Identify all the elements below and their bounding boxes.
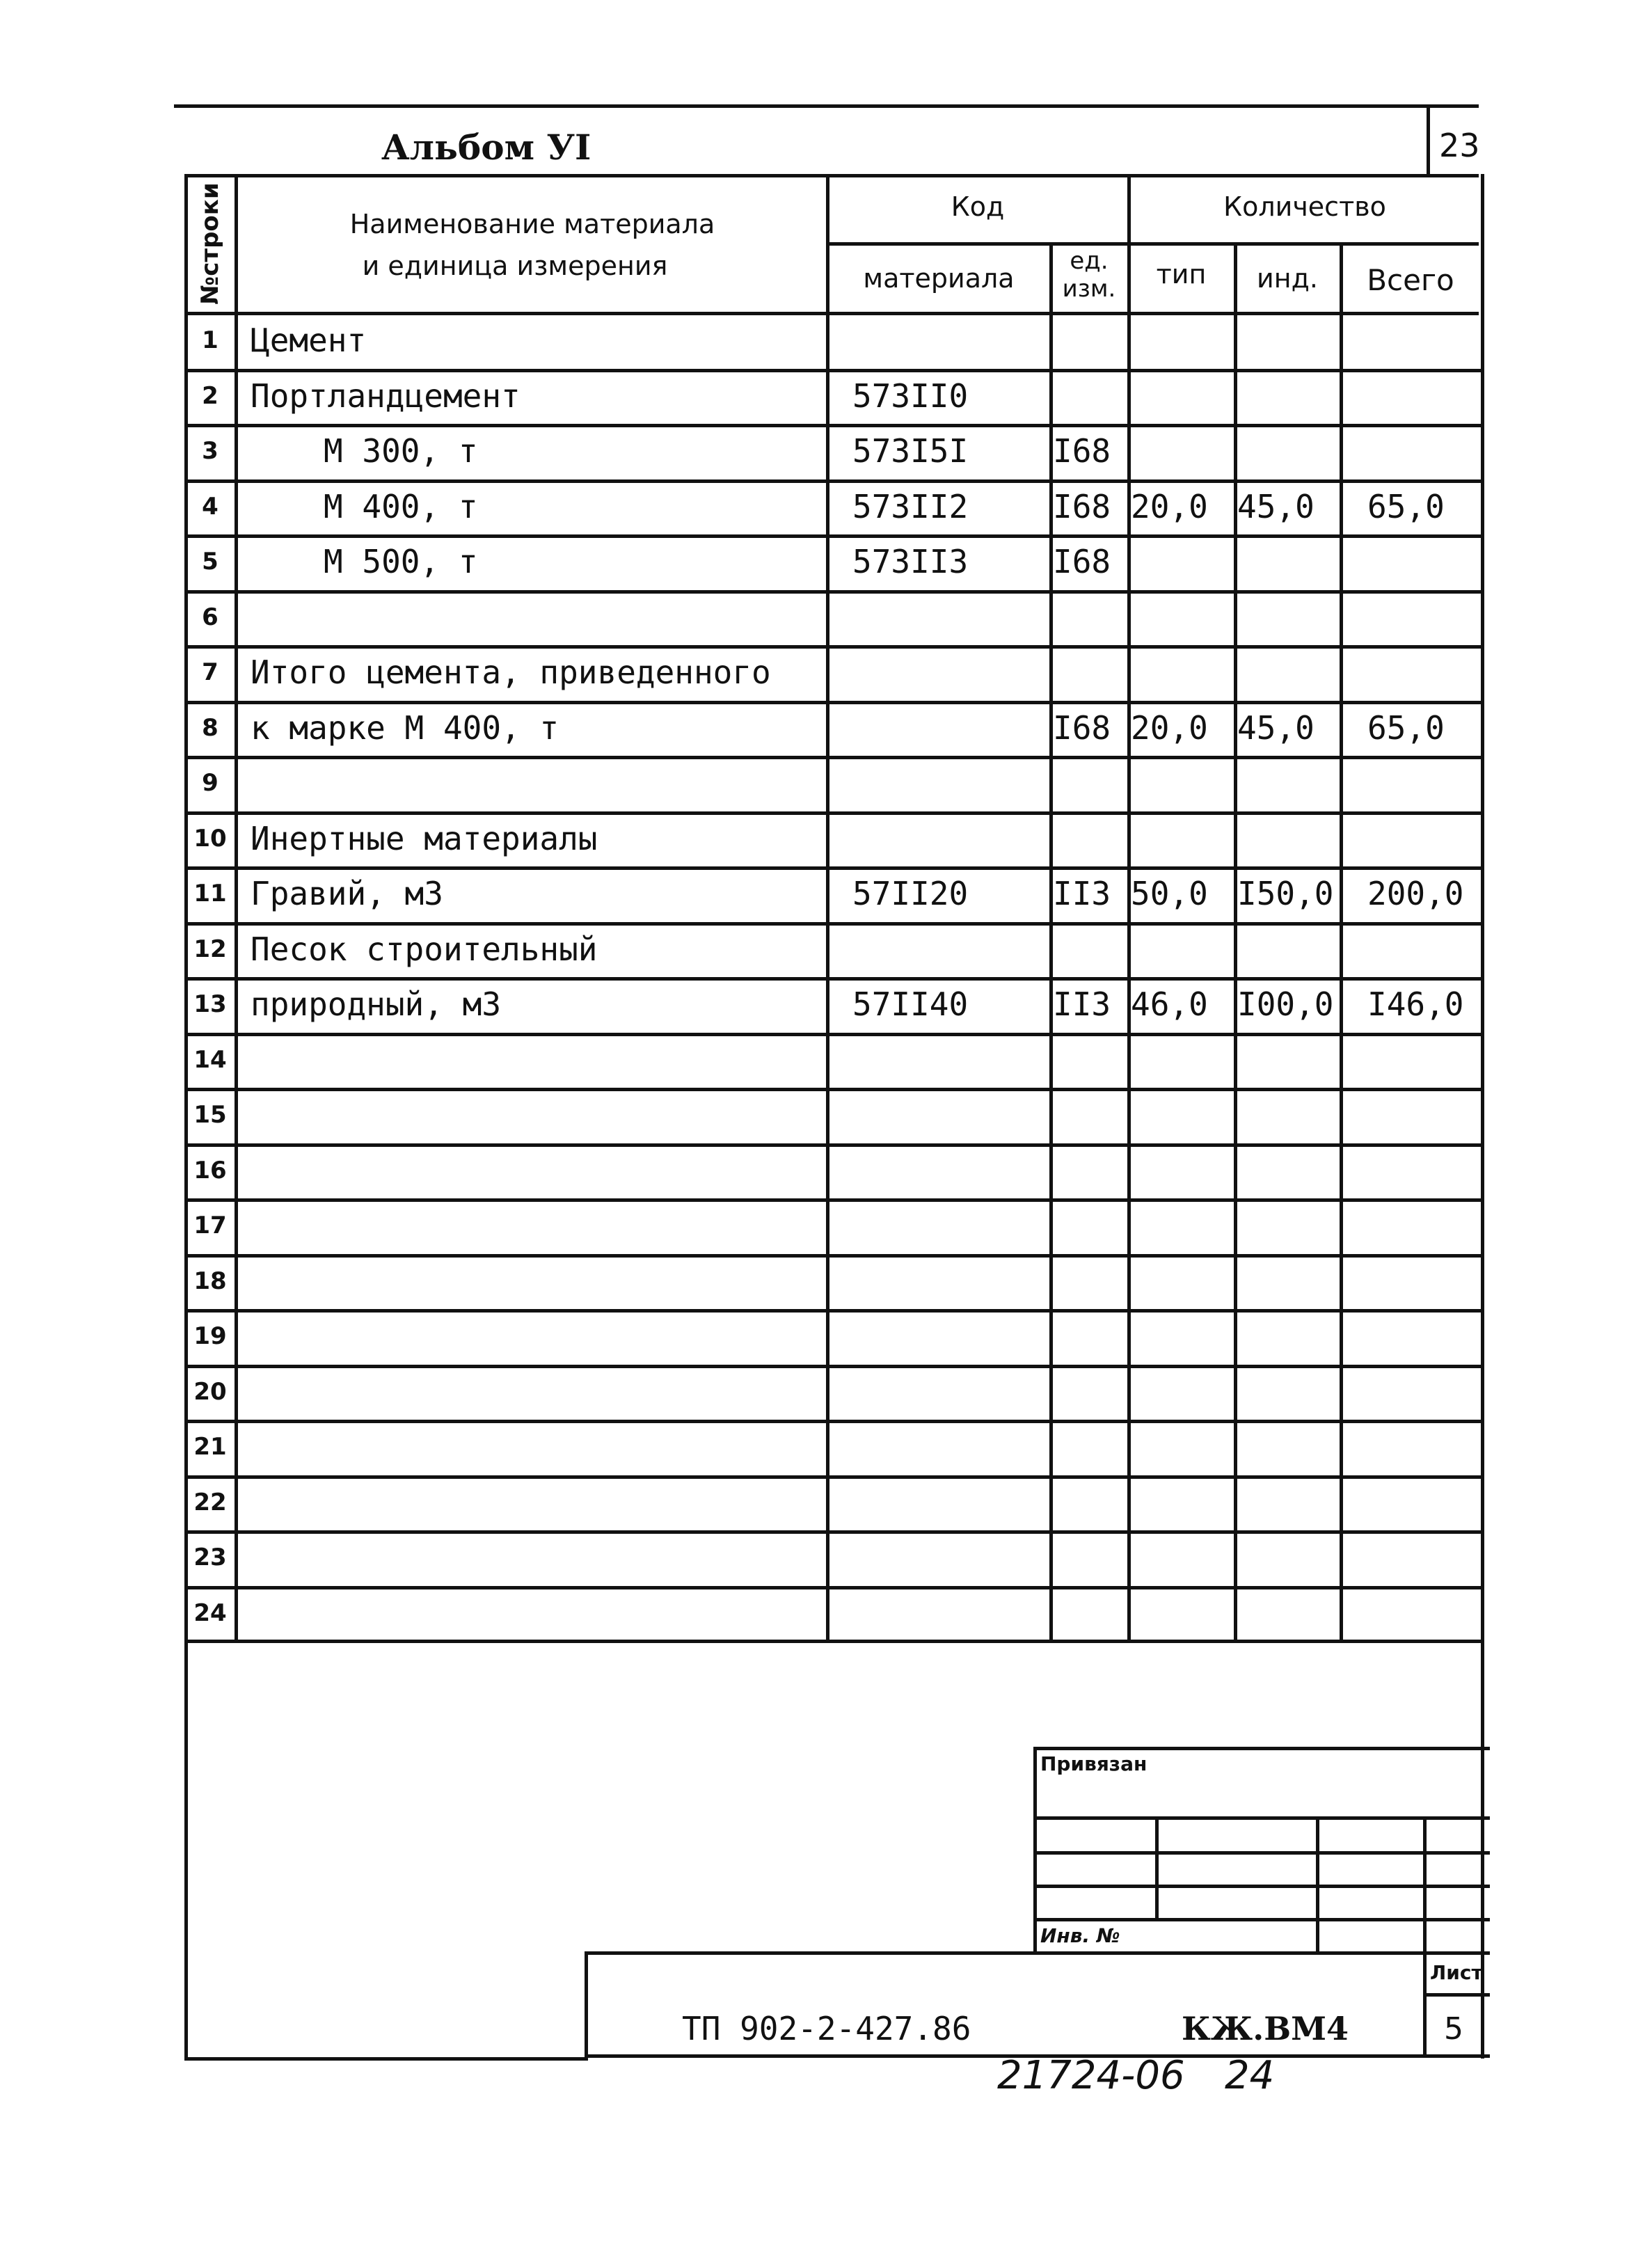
qty-total-header: Всего bbox=[1367, 263, 1454, 297]
material-code: 57II40 bbox=[852, 985, 969, 1023]
row-number: 13 bbox=[193, 990, 227, 1018]
material-name: Гравий, м3 bbox=[251, 875, 443, 912]
qty-ind: I50,0 bbox=[1237, 875, 1334, 912]
row-number: 3 bbox=[202, 437, 219, 465]
material-name: к марке М 400, т bbox=[251, 708, 559, 747]
sheet-number: 5 bbox=[1444, 2011, 1463, 2047]
qty-ind-header: инд. bbox=[1257, 263, 1318, 294]
row-number: 7 bbox=[202, 658, 219, 686]
inventory-number-label: Инв. № bbox=[1040, 1924, 1120, 1947]
album-title: Альбом УI bbox=[381, 127, 591, 168]
row-number: 4 bbox=[202, 492, 219, 521]
row-number: 5 bbox=[202, 548, 219, 576]
material-code: 57II20 bbox=[852, 875, 969, 912]
row-number: 24 bbox=[193, 1599, 227, 1627]
unit-code: I68 bbox=[1053, 487, 1111, 525]
row-number: 20 bbox=[193, 1377, 227, 1406]
row-number: 2 bbox=[202, 381, 219, 410]
material-name: Итого цемента, приведенного bbox=[251, 653, 771, 691]
sheet-label: Лист bbox=[1430, 1961, 1483, 1984]
material-name: М 400, т bbox=[324, 487, 478, 525]
row-number-header: №строки bbox=[196, 182, 224, 305]
material-code: 573II0 bbox=[852, 376, 969, 415]
footer-page: 24 bbox=[1225, 2053, 1275, 2098]
row-number: 18 bbox=[193, 1267, 227, 1295]
document-code: ТП 902-2-427.86 bbox=[682, 2010, 971, 2047]
qty-total: 65,0 bbox=[1367, 708, 1445, 747]
unit-code: I68 bbox=[1053, 708, 1111, 747]
unit-header-line1: ед. bbox=[1070, 247, 1109, 275]
material-name: Цемент bbox=[251, 322, 367, 359]
row-number: 11 bbox=[193, 880, 227, 907]
code-material-header: материала bbox=[863, 263, 1015, 294]
qty-ind: 45,0 bbox=[1237, 487, 1315, 525]
row-number: 17 bbox=[193, 1212, 227, 1239]
unit-code: I68 bbox=[1053, 432, 1111, 470]
row-number: 16 bbox=[193, 1156, 227, 1184]
qty-type: 46,0 bbox=[1131, 985, 1208, 1023]
row-number: 15 bbox=[193, 1101, 227, 1129]
material-code: 573I5I bbox=[852, 432, 969, 470]
material-name: Инертные материалы bbox=[251, 819, 598, 857]
code-header: Код bbox=[951, 191, 1005, 222]
material-code: 573II3 bbox=[852, 543, 969, 580]
qty-total: 65,0 bbox=[1367, 487, 1445, 525]
material-name: М 300, т bbox=[324, 432, 478, 470]
archive-number: 21724-06 bbox=[997, 2053, 1185, 2098]
row-number: 1 bbox=[202, 326, 219, 354]
row-number: 12 bbox=[193, 935, 227, 963]
drawing-code: КЖ.ВМ4 bbox=[1182, 2010, 1349, 2047]
unit-code: II3 bbox=[1053, 985, 1111, 1023]
row-number: 6 bbox=[202, 603, 219, 631]
page-number: 23 bbox=[1439, 127, 1480, 164]
quantity-header: Количество bbox=[1223, 191, 1386, 222]
qty-ind: I00,0 bbox=[1237, 985, 1334, 1023]
material-name: М 500, т bbox=[324, 543, 478, 580]
unit-code: II3 bbox=[1053, 875, 1111, 912]
row-number: 8 bbox=[202, 713, 219, 742]
row-number: 10 bbox=[193, 824, 227, 853]
material-name: Портландцемент bbox=[251, 376, 521, 415]
name-header-line2: и единица измерения bbox=[362, 251, 668, 281]
material-name: природный, м3 bbox=[251, 985, 502, 1023]
qty-type: 20,0 bbox=[1131, 708, 1208, 747]
row-number: 21 bbox=[193, 1433, 227, 1461]
qty-total: I46,0 bbox=[1367, 985, 1464, 1023]
qty-type: 50,0 bbox=[1131, 875, 1208, 912]
material-name: Песок строительный bbox=[251, 930, 598, 968]
qty-type: 20,0 bbox=[1131, 487, 1208, 525]
row-number: 14 bbox=[193, 1045, 227, 1074]
row-number: 19 bbox=[193, 1322, 227, 1350]
row-number: 22 bbox=[193, 1488, 227, 1516]
linked-label: Привязан bbox=[1040, 1752, 1147, 1775]
qty-type-header: тип bbox=[1156, 259, 1207, 290]
qty-ind: 45,0 bbox=[1237, 708, 1315, 747]
name-header-line1: Наименование материала bbox=[349, 209, 715, 239]
qty-total: 200,0 bbox=[1367, 875, 1464, 912]
unit-code: I68 bbox=[1053, 543, 1111, 580]
row-number: 9 bbox=[202, 769, 219, 797]
row-number: 23 bbox=[193, 1544, 227, 1571]
unit-header-line2: изм. bbox=[1062, 275, 1116, 303]
material-code: 573II2 bbox=[852, 487, 969, 525]
